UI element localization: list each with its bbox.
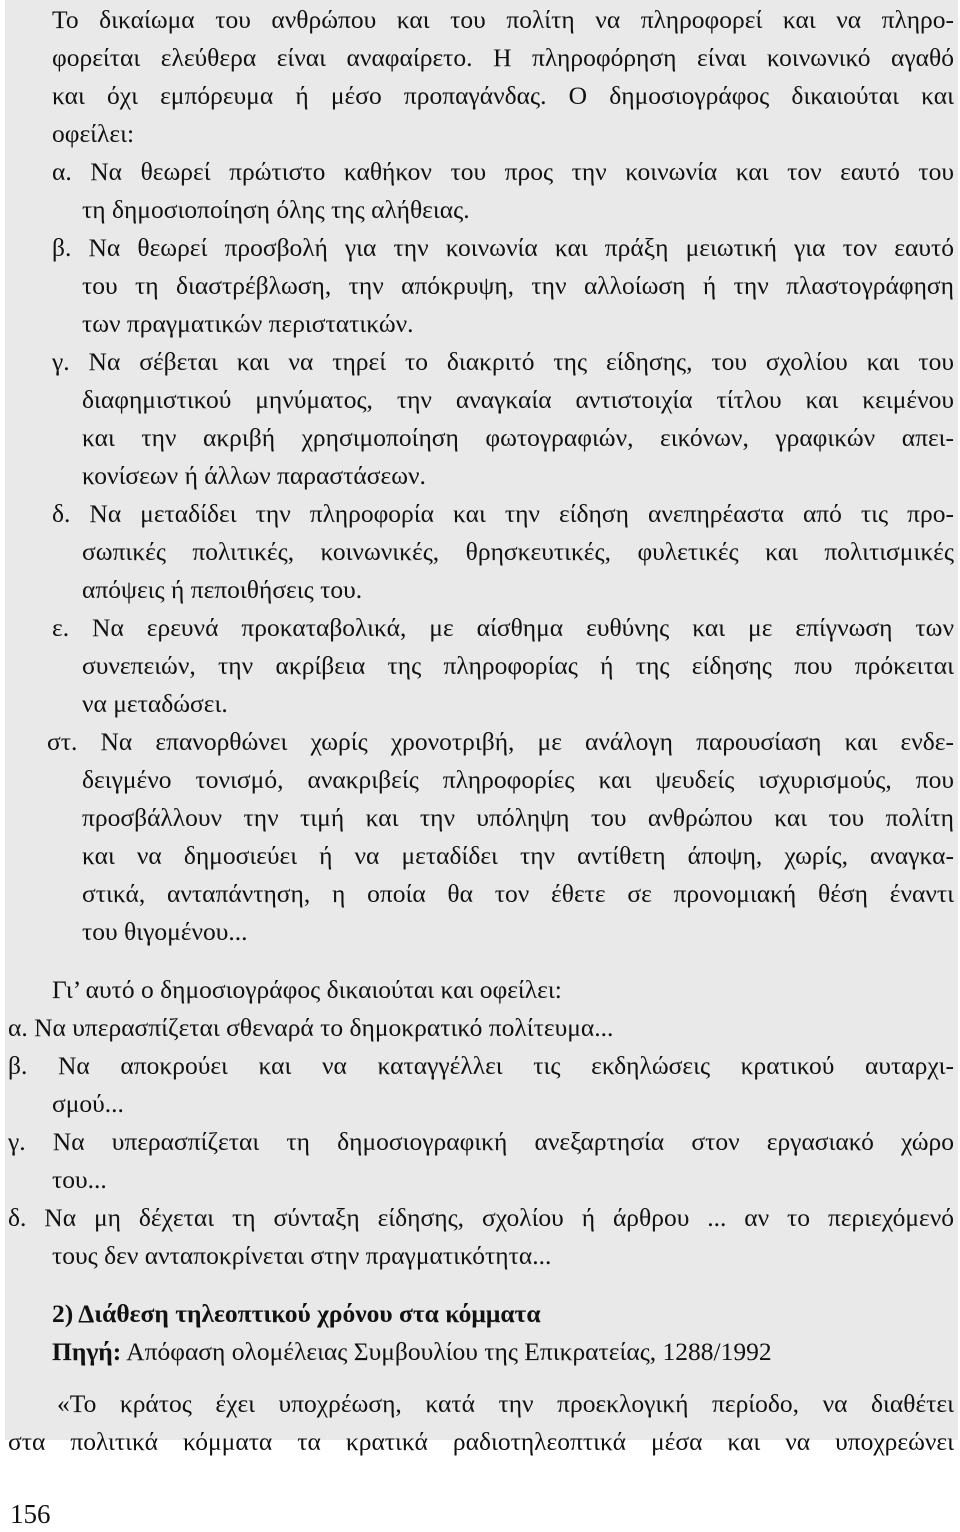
list-item-line: κονίσεων ή άλλων παραστάσεων. [82,461,426,490]
list-item-line: α. Να θεωρεί πρώτιστο καθήκον του προς την κοινωνία και τον εαυτό του [52,157,954,186]
list-item-line: διαφημιστικού μηνύματος, την αναγκαία αντιστοιχία τίτλου και κειμένου [82,385,954,414]
source-label: Πηγή: [52,1337,122,1366]
list-item-line: και να δημοσιεύει ή να μεταδίδει την αντίθετη άποψη, χωρίς, αναγκα- [82,841,954,870]
list-item-line: β. Να αποκρούει και να καταγγέλλει τις εκδηλώσεις κρατικού αυταρχι- [8,1051,954,1080]
text-panel [5,0,958,1456]
list-item-line: προσβάλλουν την τιμή και την υπόληψη του ανθρώπου και του πολίτη [82,803,954,832]
intro-line: φορείται ελεύθερα είναι αναφαίρετο. Η πληροφόρηση είναι κοινωνικό αγαθό [52,43,954,72]
list-item-line: ε. Να ερευνά προκαταβολικά, με αίσθημα ευθύνης και με επίγνωση των [52,613,954,642]
intro2-line: Γι’ αυτό ο δημοσιογράφος δικαιούται και οφείλει: [52,975,562,1004]
page-number: 156 [10,1499,51,1529]
list-item-line: του θιγομένου... [82,917,248,946]
list-item-line: β. Να θεωρεί προσβολή για την κοινωνία και πράξη μειωτική για τον εαυτό [52,233,954,262]
source-text: Απόφαση ολομέλειας Συμβουλίου της Επικρατείας, 1288/1992 [121,1337,772,1366]
list-item-line: γ. Να υπερασπίζεται τη δημοσιογραφική ανεξαρτησία στον εργασιακό χώρο [8,1127,954,1156]
quote-line: «Το κράτος έχει υποχρέωση, κατά την προεκλογική περίοδο, να διαθέτει [57,1389,954,1418]
list-item-line: τους δεν ανταποκρίνεται στην πραγματικότητα... [52,1241,552,1270]
list-item-line: απόψεις ή πεποιθήσεις του. [82,575,363,604]
list-item-line: του τη διαστρέβλωση, την απόκρυψη, την αλλοίωση ή την πλαστογράφηση [82,271,954,300]
list-item-line: δ. Να μη δέχεται τη σύνταξη είδησης, σχολίου ή άρθρου ... αν το περιεχόμενό [8,1203,954,1232]
list-item-line: στ. Να επανορθώνει χωρίς χρονοτριβή, με ανάλογη παρουσίαση και ενδε- [47,727,954,756]
list-item-line: σμού... [52,1089,124,1118]
list-item-line: να μεταδώσει. [82,689,228,718]
list-item-line: τη δημοσιοποίηση όλης της αλήθειας. [82,195,470,224]
list-item-line: δ. Να μεταδίδει την πληροφορία και την είδηση ανεπηρέαστα από τις προ- [52,499,954,528]
list-item-line: γ. Να σέβεται και να τηρεί το διακριτό της είδησης, του σχολίου και του [52,347,954,376]
intro-line: και όχι εμπόρευμα ή μέσο προπαγάνδας. Ο δημοσιογράφος δικαιούται και [52,81,954,110]
list-item-line: δειγμένο τονισμό, ανακριβείς πληροφορίες και ψευδείς ισχυρισμούς, που [82,765,954,794]
list-item-line: και την ακριβή χρησιμοποίηση φωτογραφιών, εικόνων, γραφικών απει- [82,423,954,452]
intro-line: οφείλει: [52,119,135,148]
intro-line: Το δικαίωμα του ανθρώπου και του πολίτη να πληροφορεί και να πληρο- [52,5,954,34]
list-item-line: α. Να υπερασπίζεται σθεναρά το δημοκρατικό πολίτευμα... [8,1013,614,1042]
source-line [52,1334,772,1370]
list-item-line: συνεπειών, την ακρίβεια της πληροφορίας ή της είδησης που πρόκειται [82,651,954,680]
list-item-line: του... [52,1165,107,1194]
list-item-line: των πραγματικών περιστατικών. [82,309,414,338]
list-item-line: σωπικές πολιτικές, κοινωνικές, θρησκευτικές, φυλετικές και πολιτισμικές [82,537,954,566]
list-item-line: στικά, ανταπάντηση, η οποία θα τον έθετε σε προνομιακή θέση έναντι [82,879,954,908]
section-heading: 2) Διάθεση τηλεοπτικού χρόνου στα κόμματα [52,1299,541,1328]
quote-line: στα πολιτικά κόμματα τα κρατικά ραδιοτηλεοπτικά μέσα και να υποχρεώνει [8,1427,954,1456]
